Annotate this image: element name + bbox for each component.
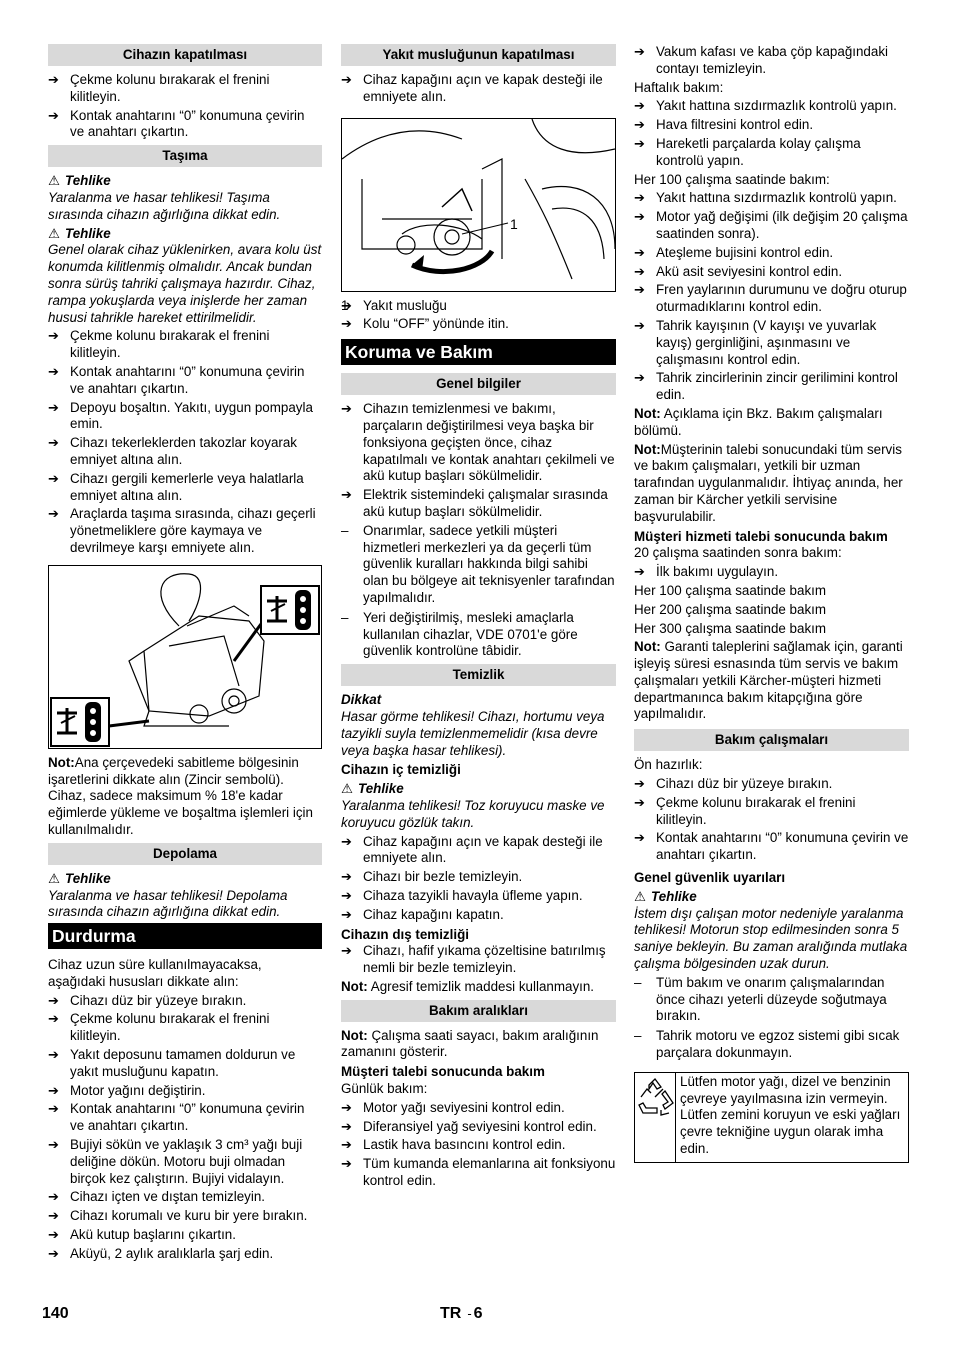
step: ➔ Tüm kumanda elemanlarına ait fonksiyonu kontrol edin. [341,1156,616,1190]
paragraph: Cihaz uzun süre kullanılmayacaksa, aşağıdaki hususları dikkate alın: [48,957,262,989]
step: ➔ Fren yaylarının durumunu ve doğru oturup oturmadıklarını kontrol edin. [634,282,909,316]
step: ➔ Cihazı bir bezle temizleyin. [341,869,616,886]
fuel-valve-illustration [342,119,615,291]
step: ➔ Çekme kolunu bırakarak el frenini kilitleyin. [634,795,909,829]
heading-intervals: Bakım aralıkları [341,1000,616,1022]
danger-label: ⚠ Tehlike [48,173,111,189]
paragraph: Ön hazırlık: [634,757,703,773]
warning-text: İstem dışı çalışan motor nedeniyle yaralanma tehlikesi! Motorun stop edilmesinden sonra 5 saniye bekleyin. Bu zaman aralığında mutlaka çalışma bölgesinden uzak durun. [634,905,908,972]
step: ➔ Yakıt hattına sızdırmazlık kontrolü yapın. [634,98,909,115]
step: ➔ Kolu “OFF” yönünde itin. [341,316,616,333]
heading-maintenance-work: Bakım çalışmaları [634,729,909,751]
step: ➔ Elektrik sistemindeki çalışmalar sırasında akü kutup başları sökülmelidir. [341,487,616,521]
environment-text: Lütfen motor yağı, dizel ve benzinin çevreye yayılmasına izin vermeyin. Lütfen zemini koruyun ve eski yağları çevre tekniğine uygun olarak imha edin. [680,1073,901,1157]
warning-icon: ⚠ [341,781,354,797]
warning-text: Yaralanma ve hasar tehlikesi! Taşıma sırasında cihazın ağırlığına dikkat edin. [48,189,281,222]
subheading-safety: Genel güvenlik uyarıları [634,870,786,886]
paragraph: Her 100 çalışma saatinde bakım: [634,171,830,187]
paragraph: Her 200 çalışma saatinde bakım [634,601,827,617]
note: Not:Müşterinin talebi sonucundaki tüm servis ve bakım çalışmaları, yetkili bir uzman tarafından uygulanmalıdır. İhtiyaç anında, her zaman bir Kärcher yetkili servisine başvurulabilir. [634,441,903,524]
step: ➔ İlk bakımı uygulayın. [634,564,909,581]
danger-label: ⚠ Tehlike [48,225,111,241]
step: ➔ Cihazı düz bir yüzeye bırakın. [48,993,322,1010]
step: ➔ Cihazı korumalı ve kuru bir yere bırakın. [48,1208,322,1225]
warning-text: Genel olarak cihaz yüklenirken, avara kolu üst konumda kilitlenmiş olmalıdır. Ancak bundan sonra sürüş tahriki çalışmaya hazırdır. Cihaz, rampa yokuşlarda veya inişlerde her zaman hususi tahrikle hareket ettirilmelidir. [48,242,322,325]
note: Not: Garanti taleplerini sağlamak için, garanti işleyiş süresi esnasında tüm servis ve bakım çalışmaları yetkili Kärcher-müşteri hizmeti departmanınca bakım kitapçığına göre yapılmalıdır. [634,639,903,722]
step: ➔ Araçlarda taşıma sırasında, cihazı geçerli yönetmeliklere göre kaymaya ve devrilmeye karşı emniyete alın. [48,506,322,556]
step: ➔ Tahrik zincirlerinin zincir gerilimini kontrol edin. [634,370,909,404]
step: ➔ Çekme kolunu bırakarak el frenini kilitleyin. [48,1011,322,1045]
subheading-inside: Cihazın iç temizliği [341,762,461,778]
note: Not: Açıklama için Bkz. Bakım çalışmaları bölümü. [634,405,883,438]
step: ➔ Hareketli parçalarda kolay çalışma kontrolü yapın. [634,136,909,170]
step: ➔ Akü kutup başlarını çıkartın. [48,1227,322,1244]
environment-note [634,1072,909,1163]
section-page: TR - 6 [440,1305,483,1322]
step: ➔ Cihazı gergili kemerlerle veya halatlarla emniyet altına alın. [48,471,322,505]
warning-text: Yaralanma tehlikesi! Toz koruyucu maske ve koruyucu gözlük takın. [341,797,605,830]
step: ➔ Kontak anahtarını “0” konumuna çevirin ve anahtarı çıkartın. [48,364,322,398]
heading-decommission: Durdurma [48,923,322,949]
column-2 [341,44,616,1192]
step: ➔ Yakıt hattına sızdırmazlık kontrolü yapın. [634,190,909,207]
step: ➔ Kontak anahtarını “0” konumuna çevirin ve anahtarı çıkartın. [634,830,909,864]
step: ➔ Vakum kafası ve kaba çöp kapağındaki contayı temizleyin. [634,44,909,78]
warning-icon: ⚠ [48,870,61,886]
warning-icon: ⚠ [634,888,647,904]
step: ➔ Cihaz kapağını açın ve kapak desteği ile emniyete alın. [341,72,616,106]
step: ➔ Diferansiyel yağ seviyesini kontrol edin. [341,1119,616,1136]
paragraph: Her 100 çalışma saatinde bakım [634,582,827,598]
heading-care: Koruma ve Bakım [341,339,616,365]
paragraph: Günlük bakım: [341,1081,428,1097]
heading-cleaning: Temizlik [341,664,616,686]
step: ➔ Motor yağını değiştirin. [48,1083,322,1100]
step: ➔ Depoyu boşaltın. Yakıtı, uygun pompayla emin. [48,400,322,434]
step: ➔ Cihaz kapağını kapatın. [341,907,616,924]
transport-figure [48,565,322,749]
dash-item: – Onarımlar, sadece yetkili müşteri hizmetleri merkezleri ya da geçerli tüm güvenlik kuralları hakkında bilgi sahibi olan bu bölgeye ait teknisyenler tarafından yapılmalıdır. [341,523,616,607]
machine-illustration [49,566,321,748]
step: ➔ Cihaza tazyikli havayla üfleme yapın. [341,888,616,905]
warning-text: Yaralanma ve hasar tehlikesi! Depolama sırasında cihazın ağırlığına dikkat edin. [48,887,288,920]
paragraph: Haftalık bakım: [634,79,724,95]
heading-shutdown: Cihazın kapatılması [48,44,322,66]
note: Not: Çalışma saati sayacı, bakım aralığının zamanını gösterir. [341,1027,599,1060]
page-number: 140 [42,1305,69,1322]
paragraph: 20 çalışma saatinden sonra bakım: [634,545,842,561]
fig-callout: 1 [510,215,518,232]
note: Not: Agresif temizlik maddesi kullanmayın. [341,978,595,994]
danger-label: ⚠ Tehlike [634,888,697,904]
step: ➔ Cihazı içten ve dıştan temizleyin. [48,1189,322,1206]
danger-label: ⚠ Tehlike [341,781,404,797]
step: ➔ Lastik hava basıncını kontrol edin. [341,1137,616,1154]
step: ➔ Akü asit seviyesini kontrol edin. [634,264,909,281]
heading-fuel-valve: Yakıt musluğunun kapatılması [341,44,616,66]
fuel-valve-figure [341,118,616,292]
caution-label: Dikkat [341,692,382,708]
step: ➔ Tahrik kayışının (V kayışı ve yuvarlak kayış) gerginliğini, aşınmasını ve çalışmasını kontrol edin. [634,318,909,368]
step: ➔ Ateşleme bujisini kontrol edin. [634,245,909,262]
dash-item: – Tüm bakım ve onarım çalışmalarından önce cihazı yeterli düzeyde soğutmaya bırakın. [634,975,909,1025]
column-3 [634,44,909,1163]
dash-item: – Tahrik motoru ve egzoz sistemi gibi sıcak parçalara dokunmayın. [634,1028,909,1062]
column-1 [48,44,322,1265]
step: ➔ Aküyü, 2 aylık aralıklarla şarj edin. [48,1246,322,1263]
warning-icon: ⚠ [48,173,61,189]
subheading-outside: Cihazın dış temizliği [341,926,469,942]
step: ➔ Çekme kolunu bırakarak el frenini kilitleyin. [48,328,322,362]
chain-symbol-icon [51,698,109,746]
note: Not:Ana çerçevedeki sabitleme bölgesinin işaretlerini dikkate alın (Zincir sembolü). Cihaz, sadece maksimum % 18'e kadar eğimlerde yükleme ve boşaltma işlemleri için kullanılmalıdır. [48,754,313,837]
step: ➔ Cihazı tekerleklerden takozlar koyarak emniyet altına alın. [48,435,322,469]
step: ➔ Hava filtresini kontrol edin. [634,117,909,134]
step: ➔ Bujiyi sökün ve yaklaşık 3 cm³ yağı buji deliğine dökün. Motoru buji olmadan birçok kez çalıştırın. Bujiyi vidalayın. [48,1137,322,1187]
step: ➔ Yakıt deposunu tamamen doldurun ve yakıt musluğunu kapatın. [48,1047,322,1081]
chain-symbol-icon [261,586,319,634]
heading-transport: Taşıma [48,145,322,167]
step: ➔ Cihaz kapağını açın ve kapak desteği ile emniyete alın. [341,834,616,868]
step: ➔ Motor yağ değişimi (ilk değişim 20 çalışma saatinden sonra). [634,209,909,243]
heading-general: Genel bilgiler [341,373,616,395]
step: ➔ Cihazı düz bir yüzeye bırakın. [634,776,909,793]
step: ➔ Cihazın temizlenmesi ve bakımı, parçaların değiştirilmesi veya başka bir fonksiyona geçişten önce, cihaz kapatılmalı ve kontak anahtarı çekilmeli ve akü kutup başları sökülmelidir. [341,401,616,485]
danger-label: ⚠ Tehlike [48,870,111,886]
step: ➔ Kontak anahtarını “0” konumuna çevirin ve anahtarı çıkartın. [48,1101,322,1135]
step: ➔ Cihazı, hafif yıkama çözeltisine batırılmış nemli bir bezle temizleyin. [341,943,616,977]
warning-icon: ⚠ [48,225,61,241]
legend-item: ➔ 1 Yakıt musluğu [341,298,616,315]
heading-storage: Depolama [48,843,322,865]
dash-item: – Yeri değiştirilmiş, mesleki amaçlarla kullanılan cihazlar, VDE 0701'e göre güvenlik kontrolüne tâbidir. [341,610,616,660]
paragraph: Her 300 çalışma saatinde bakım [634,620,827,636]
caution-text: Hasar görme tehlikesi! Cihazı, hortumu veya tazyikli suyla temizlenmemelidir (kısa devre veya başka hasar tehlikesi). [341,708,605,758]
step: ➔ Çekme kolunu bırakarak el frenini kilitleyin. [48,72,322,106]
step: ➔ Kontak anahtarını “0” konumuna çevirin ve anahtarı çıkartın. [48,108,322,142]
subheading-customer: Müşteri talebi sonucunda bakım [341,1064,545,1080]
subheading-service: Müşteri hizmeti talebi sonucunda bakım [634,528,888,544]
recycle-icon [635,1073,676,1162]
step: ➔ Motor yağı seviyesini kontrol edin. [341,1100,616,1117]
